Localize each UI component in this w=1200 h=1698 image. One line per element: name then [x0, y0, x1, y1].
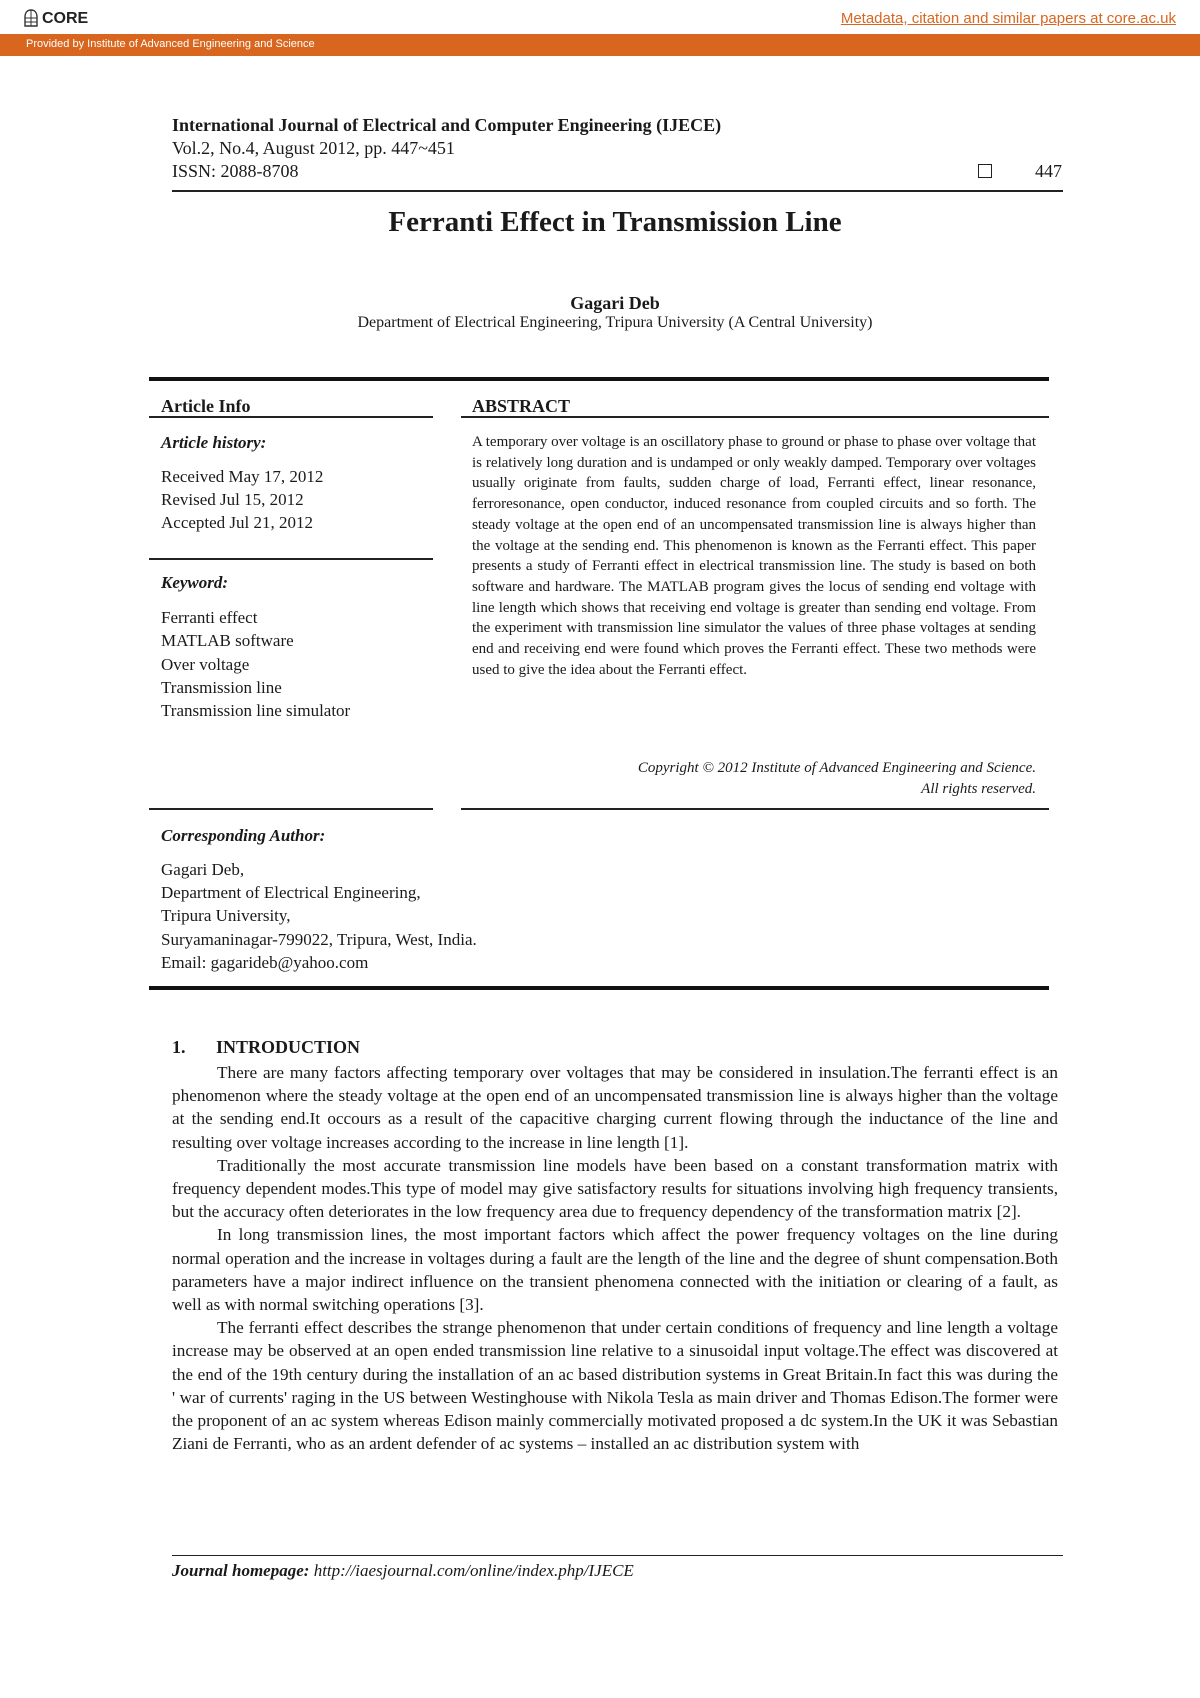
footer-rule	[172, 1555, 1063, 1556]
author-affiliation: Department of Electrical Engineering, Tripura University (A Central University)	[357, 314, 873, 331]
author-name: Gagari Deb	[570, 293, 660, 313]
journal-homepage-footer: Journal homepage: http://iaesjournal.com/online/index.php/IJECE	[172, 1561, 634, 1580]
section-heading-introduction	[172, 1037, 360, 1058]
provided-by-strip	[0, 34, 1200, 56]
history-received: Received May 17, 2012	[161, 467, 324, 486]
journal-volume: Vol.2, No.4, August 2012, pp. 447~451	[172, 138, 455, 158]
paragraph: There are many factors affecting temporary over voltages that may be considered in insulation.The ferranti effect is an phenomenon where the steady voltage at the open end of an uncompensated transmission line is always higher than the voltage at the sending end.It occours as a result of the capacitive charging current flowing through the inductance of the line and resulting over voltage increases according to the increase in line length [1].	[172, 1063, 1058, 1152]
article-info-heading: Article Info	[161, 396, 251, 416]
history-accepted: Accepted Jul 21, 2012	[161, 513, 314, 532]
keyword-item: Ferranti effect	[161, 608, 258, 627]
keyword-item: Transmission line simulator	[161, 701, 351, 720]
copyright-notice	[472, 758, 1036, 799]
core-banner	[0, 0, 1200, 58]
corresponding-author-label: Corresponding Author:	[161, 826, 326, 845]
introduction-body	[172, 1061, 1058, 1455]
checkbox-icon	[978, 164, 992, 178]
abstract-bottom-rule	[461, 808, 1049, 810]
corresponding-line: Department of Electrical Engineering,	[161, 883, 421, 902]
history-revised: Revised Jul 15, 2012	[161, 490, 304, 509]
abstract-text: A temporary over voltage is an oscillatory phase to ground or phase to phase over voltage that is relatively long duration and is undamped or only weakly damped. Temporary over voltages usually originate from faults, sudden charge of load, Ferranti effect, linear resonance, ferroresonance, open conductor, induced resonance from coupled circuits and so forth. The steady voltage at the open end of an uncompensated transmission line is always higher than the voltage at the sending end. This phenomenon is known as the Ferranti effect. This paper presents a study of Ferranti effect in electrical transmission line. The study is based on both software and hardware. The MATLAB program gives the locus of sending end voltage with line length which shows that receiving end voltage is greater than sending end voltage. From the experiment with transmission line simulator the values of three phase voltages at sending end and receiving end were found which proves the Ferranti effect. These two methods were used to give the idea about the Ferranti effect.	[472, 434, 1037, 678]
homepage-url[interactable]: http://iaesjournal.com/online/index.php/IJECE	[313, 1561, 634, 1580]
keyword-label: Keyword:	[161, 573, 229, 592]
provided-by-text: Provided by Institute of Advanced Engineering and Science	[26, 38, 315, 50]
issn: ISSN: 2088-8708	[172, 161, 299, 181]
history-rule	[149, 558, 433, 560]
section-title: INTRODUCTION	[216, 1037, 361, 1057]
rights-reserved-line: All rights reserved.	[921, 780, 1036, 797]
corresponding-line: Gagari Deb,	[161, 860, 245, 879]
paper-title: Ferranti Effect in Transmission Line	[388, 206, 842, 238]
corresponding-bottom-rule	[149, 986, 1049, 990]
homepage-label: Journal homepage	[172, 1561, 304, 1580]
header-rule	[172, 190, 1063, 192]
keyword-item: Over voltage	[161, 655, 250, 674]
core-logo-text: CORE	[42, 10, 89, 27]
core-logo[interactable]	[22, 8, 88, 30]
paragraph: In long transmission lines, the most important factors which affect the power frequency voltages on the line during normal operation and the increase in voltages during a fault are the length of the line and the degree of shunt compensation.Both parameters have a major indirect influence on the transient phenomena connected with the initiation or clearing of a fault, as well as with normal switching operations [3].	[172, 1225, 1058, 1315]
keyword-item: MATLAB software	[161, 631, 294, 650]
core-metadata-link[interactable]: Metadata, citation and similar papers at core.ac.uk	[840, 10, 1176, 27]
keyword-item: Transmission line	[161, 678, 282, 697]
info-bottom-rule	[149, 808, 433, 810]
abstract-heading: ABSTRACT	[472, 396, 571, 416]
section-number: 1.	[172, 1037, 186, 1057]
journal-name: International Journal of Electrical and Computer Engineering (IJECE)	[172, 115, 722, 135]
info-top-rule	[149, 377, 1049, 381]
corresponding-email[interactable]: Email: gagarideb@yahoo.com	[161, 953, 369, 972]
copyright-line: Copyright © 2012 Institute of Advanced Engineering and Science.	[637, 760, 1036, 776]
journal-header	[172, 114, 1062, 183]
page-number: 447	[1035, 161, 1062, 181]
corresponding-line: Suryamaninagar-799022, Tripura, West, India.	[161, 930, 477, 949]
corresponding-line: Tripura University,	[161, 906, 291, 925]
core-logo-icon	[22, 8, 40, 30]
history-label: Article history:	[161, 433, 267, 452]
paragraph: The ferranti effect describes the strange phenomenon that under certain conditions of frequency and line length a voltage increase may be observed at an open ended transmission line relative to a sinusoidal input voltage.The effect was discovered at the end of the 19th century during the installation of an ac based distribution systems in Great Britain.In fact this was during the ' war of currents' raging in the US between Westinghouse with Nikola Tesla as main driver and Thomas Edison.The former were the proponent of an ac system whereas Edison mainly commercially motivated proposed a dc system.In the UK it was Sebastian Ziani de Ferranti, who as an ardent defender of ac systems – installed an ac distribution system with	[172, 1318, 1058, 1454]
paragraph: Traditionally the most accurate transmission line models have been based on a constant transformation matrix with frequency dependent modes.This type of model may give satisfactory results for situations involving high frequency transients, but the accuracy often deteriorates in the low frequency area due to frequency dependency of the transformation matrix [2].	[172, 1155, 1058, 1222]
issn-row	[172, 160, 1062, 183]
